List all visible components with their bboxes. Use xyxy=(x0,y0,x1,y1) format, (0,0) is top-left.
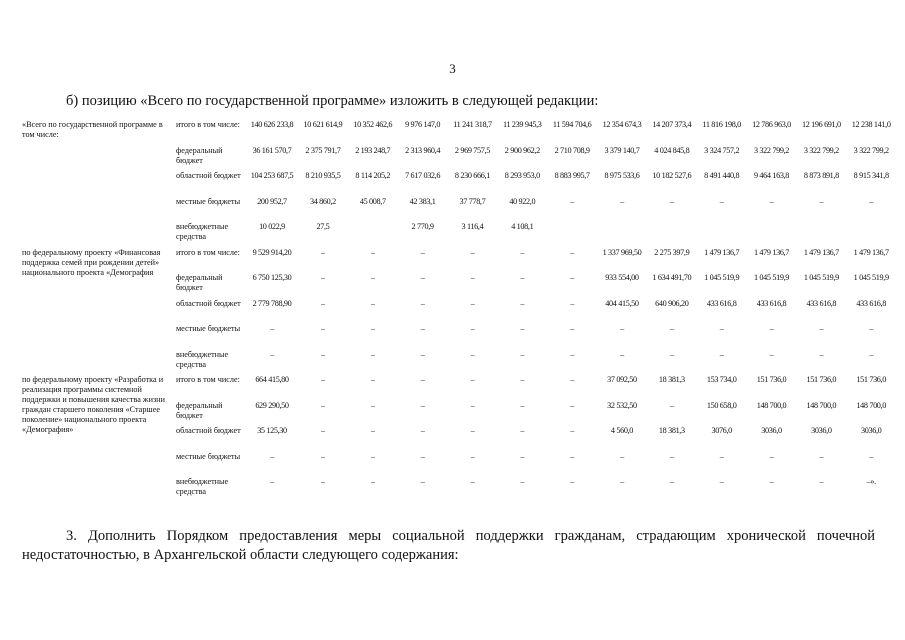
amount-cell: – xyxy=(869,349,874,359)
amount-cell: – xyxy=(570,451,575,461)
program-title-cell: по федеральному проекту «Разработка и реализация программы системной поддержки и повышения качества жизни граждан старшего поколения «Старшее поколение» национального проекта «Демография» xyxy=(22,375,165,434)
amount-cell: – xyxy=(669,400,674,410)
amount-cell: – xyxy=(420,477,425,486)
amount-cell: – xyxy=(570,400,575,410)
amount-cell: 151 736,0 xyxy=(806,375,837,384)
amount-cell: – xyxy=(321,324,325,333)
amount-cell: 18 381,3 xyxy=(658,426,685,435)
amount-cell: –». xyxy=(866,477,876,486)
amount-cell: 10 182 527,6 xyxy=(652,171,692,180)
amount-cell: 3 379 140,7 xyxy=(604,145,640,155)
amount-cell: 2 275 397,9 xyxy=(654,247,690,257)
amount-cell: 8 293 953,0 xyxy=(504,171,540,180)
amount-cell: 2 900 962,2 xyxy=(504,145,540,155)
page-number: 3 xyxy=(449,61,456,76)
amount-cell: – xyxy=(620,349,624,359)
amount-cell: 1 045 519,9 xyxy=(704,273,740,282)
amount-cell: 150 658,0 xyxy=(706,400,737,410)
amount-cell: – xyxy=(370,273,375,282)
amount-cell: – xyxy=(270,324,274,333)
funding-source-cell: внебюджетные средства xyxy=(176,477,229,496)
amount-cell: – xyxy=(370,247,375,257)
amount-cell: – xyxy=(570,426,575,435)
amount-cell xyxy=(796,222,846,248)
amount-cell: 2 193 248,7 xyxy=(355,145,391,155)
amount-cell: – xyxy=(869,451,874,461)
amount-cell: 1 479 136,7 xyxy=(753,247,790,257)
amount-cell: – xyxy=(620,477,624,486)
amount-cell: 42 383,1 xyxy=(409,196,436,206)
amount-cell: – xyxy=(321,349,325,359)
amount-cell: – xyxy=(669,477,674,486)
amount-cell: 200 952,7 xyxy=(257,196,287,206)
amount-cell: 14 207 373,4 xyxy=(652,120,692,129)
amount-cell: 933 554,00 xyxy=(605,273,639,282)
amount-cell: 32 532,50 xyxy=(607,400,637,410)
amount-cell: 18 381,3 xyxy=(658,375,685,384)
funding-source-cell: итого в том числе: xyxy=(176,120,240,129)
amount-cell: 1 634 491,70 xyxy=(652,273,692,282)
table-row xyxy=(22,375,896,401)
amount-cell xyxy=(348,222,398,248)
amount-cell: 3036,0 xyxy=(860,426,882,435)
amount-cell: 9 464 163,8 xyxy=(753,171,790,180)
amount-cell: – xyxy=(470,375,475,384)
amount-cell: 1 479 136,7 xyxy=(704,247,740,257)
amount-cell: – xyxy=(570,477,575,486)
amount-cell: – xyxy=(520,375,525,384)
amount-cell: 11 241 318,7 xyxy=(453,120,492,129)
amount-cell: 1 479 136,7 xyxy=(853,247,889,257)
amount-cell: 8 915 341,8 xyxy=(853,171,889,180)
amount-cell: – xyxy=(520,426,525,435)
funding-source-cell: внебюджетные средства xyxy=(176,222,229,241)
table-row xyxy=(22,120,896,146)
amount-cell: 2 770,9 xyxy=(411,222,434,231)
amount-cell: – xyxy=(869,196,874,206)
amount-cell: 2 710 708,9 xyxy=(554,145,590,155)
amount-cell: 10 022,9 xyxy=(259,222,285,231)
amount-cell: – xyxy=(420,298,425,308)
amount-cell: – xyxy=(520,324,525,333)
amount-cell: – xyxy=(570,324,575,333)
amount-cell: 8 114 205,2 xyxy=(355,171,391,180)
amount-cell: 2 779 788,90 xyxy=(252,298,292,308)
amount-cell: – xyxy=(321,400,325,410)
amount-cell: – xyxy=(719,196,724,206)
amount-cell: 37 092,50 xyxy=(607,375,637,384)
funding-source-cell: итого в том числе: xyxy=(176,247,240,257)
amount-cell: 9 976 147,0 xyxy=(405,120,441,129)
amount-cell: – xyxy=(520,298,525,308)
program-title-cell: по федеральному проекту «Финансовая поддержка семей при рождении детей» национального проекта «Демография xyxy=(22,247,161,277)
amount-cell: – xyxy=(321,298,325,308)
amount-cell: 148 700,0 xyxy=(756,400,787,410)
amount-cell: 8 230 666,1 xyxy=(454,171,490,180)
amount-cell: – xyxy=(370,400,375,410)
budget-table-body xyxy=(22,120,896,503)
amount-cell: 7 617 032,6 xyxy=(405,171,441,180)
amount-cell: – xyxy=(719,451,724,461)
amount-cell: – xyxy=(620,196,624,206)
amount-cell: – xyxy=(620,324,624,333)
amount-cell: 153 734,0 xyxy=(706,375,737,384)
amount-cell: 433 616,8 xyxy=(856,298,886,308)
amount-cell: 2 313 960,4 xyxy=(405,145,441,155)
amount-cell: – xyxy=(470,247,475,257)
amount-cell: 433 616,8 xyxy=(706,298,737,308)
amount-cell: – xyxy=(819,196,824,206)
amount-cell: – xyxy=(719,477,724,486)
amount-cell: – xyxy=(669,451,674,461)
amount-cell: – xyxy=(270,477,274,486)
amount-cell: 151 736,0 xyxy=(756,375,787,384)
amount-cell xyxy=(747,222,797,248)
amount-cell: 12 238 141,0 xyxy=(851,120,891,129)
funding-source-cell: местные бюджеты xyxy=(176,196,241,206)
funding-source-cell: местные бюджеты xyxy=(176,324,241,333)
amount-cell: – xyxy=(669,324,674,333)
amount-cell: – xyxy=(321,477,325,486)
amount-cell: 433 616,8 xyxy=(756,298,787,308)
amount-cell: – xyxy=(570,349,575,359)
amount-cell: 35 125,30 xyxy=(257,426,287,435)
amount-cell: – xyxy=(420,400,425,410)
paragraph-3: 3. Дополнить Порядком предоставления меры социальной поддержки гражданам, страдающим хронической почечной недостаточностью, в Архангельской области следующего содержания: xyxy=(22,528,875,563)
amount-cell: – xyxy=(769,477,774,486)
amount-cell: – xyxy=(420,324,425,333)
amount-cell: – xyxy=(470,324,475,333)
amount-cell: – xyxy=(520,349,525,359)
amount-cell: – xyxy=(719,349,724,359)
amount-cell: – xyxy=(270,349,274,359)
amount-cell: 6 750 125,30 xyxy=(252,273,292,282)
amount-cell: – xyxy=(370,375,375,384)
funding-source-cell: федеральный бюджет xyxy=(176,145,223,165)
amount-cell: – xyxy=(370,349,375,359)
amount-cell: 8 883 995,7 xyxy=(554,171,590,180)
amount-cell: 11 594 704,6 xyxy=(552,120,592,129)
amount-cell: – xyxy=(869,324,874,333)
amount-cell: – xyxy=(470,400,475,410)
amount-cell: 1 479 136,7 xyxy=(803,247,839,257)
amount-cell: – xyxy=(420,375,425,384)
amount-cell: 45 008,7 xyxy=(359,196,386,206)
amount-cell xyxy=(647,222,697,248)
amount-cell: 3 324 757,2 xyxy=(704,145,740,155)
amount-cell: – xyxy=(520,400,525,410)
amount-cell: – xyxy=(470,451,475,461)
amount-cell: 8 975 533,6 xyxy=(604,171,640,180)
amount-cell: 12 786 963,0 xyxy=(752,120,791,129)
amount-cell xyxy=(597,222,647,248)
amount-cell: 37 778,7 xyxy=(459,196,486,206)
amount-cell: 11 239 945,3 xyxy=(503,120,542,129)
amount-cell: – xyxy=(769,324,774,333)
amount-cell: 1 045 519,9 xyxy=(753,273,790,282)
amount-cell xyxy=(846,222,896,248)
amount-cell: – xyxy=(321,426,325,435)
amount-cell: – xyxy=(819,349,824,359)
amount-cell: – xyxy=(520,247,525,257)
table-row xyxy=(22,248,896,274)
amount-cell: – xyxy=(370,477,375,486)
amount-cell: – xyxy=(470,477,475,486)
funding-source-cell: областной бюджет xyxy=(176,171,241,180)
amount-cell: 8 873 891,8 xyxy=(803,171,839,180)
amount-cell: 151 736,0 xyxy=(856,375,886,384)
amount-cell: – xyxy=(669,349,674,359)
budget-table xyxy=(22,120,896,503)
amount-cell: – xyxy=(321,375,325,384)
amount-cell xyxy=(547,222,597,248)
funding-source-cell: федеральный бюджет xyxy=(176,273,223,292)
amount-cell: 4 024 845,8 xyxy=(654,145,690,155)
amount-cell: – xyxy=(769,196,774,206)
amount-cell: 3036,0 xyxy=(761,426,782,435)
amount-cell: – xyxy=(321,247,325,257)
amount-cell: 11 816 198,0 xyxy=(702,120,741,129)
amount-cell: 1 045 519,9 xyxy=(803,273,839,282)
amount-cell: – xyxy=(570,273,575,282)
amount-cell: 664 415,80 xyxy=(255,375,289,384)
funding-source-cell: областной бюджет xyxy=(176,298,241,308)
amount-cell: – xyxy=(420,451,425,461)
amount-cell: – xyxy=(769,451,774,461)
amount-cell: 4 560,0 xyxy=(610,426,634,435)
amendment-intro: б) позицию «Всего по государственной программе» изложить в следующей редакции: xyxy=(66,93,599,109)
program-title-cell: «Всего по государственной программе в том числе: xyxy=(22,120,163,139)
amount-cell: 40 922,0 xyxy=(509,196,536,206)
amount-cell: – xyxy=(370,324,375,333)
amount-cell: – xyxy=(719,324,724,333)
amount-cell: – xyxy=(819,324,824,333)
amount-cell: – xyxy=(520,273,525,282)
amount-cell: – xyxy=(769,349,774,359)
amount-cell: 2 969 757,5 xyxy=(454,145,490,155)
amount-cell: – xyxy=(620,451,624,461)
amount-cell: 404 415,50 xyxy=(605,298,639,308)
amount-cell: 3 116,4 xyxy=(461,222,484,231)
amount-cell: 3 322 799,2 xyxy=(753,145,790,155)
amount-cell: – xyxy=(819,477,824,486)
amount-cell xyxy=(697,222,747,248)
amount-cell: – xyxy=(570,247,575,257)
amount-cell: – xyxy=(669,196,674,206)
amount-cell: 148 700,0 xyxy=(856,400,886,410)
amount-cell: – xyxy=(370,426,375,435)
amount-cell: 36 161 570,7 xyxy=(252,145,292,155)
amount-cell: 3036,0 xyxy=(811,426,832,435)
funding-source-cell: областной бюджет xyxy=(176,426,241,435)
amount-cell: – xyxy=(520,451,525,461)
amount-cell: 10 352 462,6 xyxy=(353,120,393,129)
amount-cell: – xyxy=(370,298,375,308)
amount-cell: – xyxy=(420,349,425,359)
budget-table-container xyxy=(22,120,892,503)
amount-cell: 12 354 674,3 xyxy=(602,120,642,129)
amount-cell: 4 108,1 xyxy=(511,222,534,231)
amount-cell: 1 045 519,9 xyxy=(853,273,889,282)
amount-cell: 140 626 233,8 xyxy=(250,120,294,129)
amount-cell: 2 375 791,7 xyxy=(305,145,341,155)
amount-cell: – xyxy=(819,451,824,461)
funding-source-cell: федеральный бюджет xyxy=(176,400,223,420)
amount-cell: 148 700,0 xyxy=(806,400,837,410)
funding-source-cell: итого в том числе: xyxy=(176,375,240,384)
amount-cell: – xyxy=(570,298,575,308)
amount-cell: 629 290,50 xyxy=(255,400,289,410)
amount-cell: 433 616,8 xyxy=(806,298,837,308)
amount-cell: – xyxy=(470,273,475,282)
amount-cell: – xyxy=(570,375,575,384)
amount-cell: – xyxy=(420,426,425,435)
amount-cell: – xyxy=(470,298,475,308)
amount-cell: – xyxy=(270,451,274,461)
amount-cell: – xyxy=(520,477,525,486)
amount-cell: 8 491 440,8 xyxy=(704,171,740,180)
amount-cell: 34 860,2 xyxy=(309,196,336,206)
amount-cell: 3076,0 xyxy=(711,426,732,435)
amount-cell: – xyxy=(570,196,575,206)
amount-cell: 1 337 969,50 xyxy=(602,247,642,257)
amount-cell: 9 529 914,20 xyxy=(252,247,292,257)
amount-cell: 3 322 799,2 xyxy=(803,145,839,155)
amount-cell: 8 210 935,5 xyxy=(305,171,341,180)
amount-cell: 10 621 614,9 xyxy=(303,120,343,129)
amount-cell: 3 322 799,2 xyxy=(853,145,889,155)
amount-cell: – xyxy=(420,273,425,282)
amount-cell: – xyxy=(321,273,325,282)
funding-source-cell: местные бюджеты xyxy=(176,451,241,461)
amount-cell: – xyxy=(470,349,475,359)
amount-cell: – xyxy=(470,426,475,435)
amount-cell: 12 196 691,0 xyxy=(801,120,841,129)
amount-cell: – xyxy=(420,247,425,257)
funding-source-cell: внебюджетные средства xyxy=(176,349,229,369)
amount-cell: 104 253 687,5 xyxy=(250,171,294,180)
amount-cell: – xyxy=(321,451,325,461)
amount-cell: 640 906,20 xyxy=(655,298,689,308)
amount-cell: – xyxy=(370,451,375,461)
amount-cell: 27,5 xyxy=(316,222,330,231)
